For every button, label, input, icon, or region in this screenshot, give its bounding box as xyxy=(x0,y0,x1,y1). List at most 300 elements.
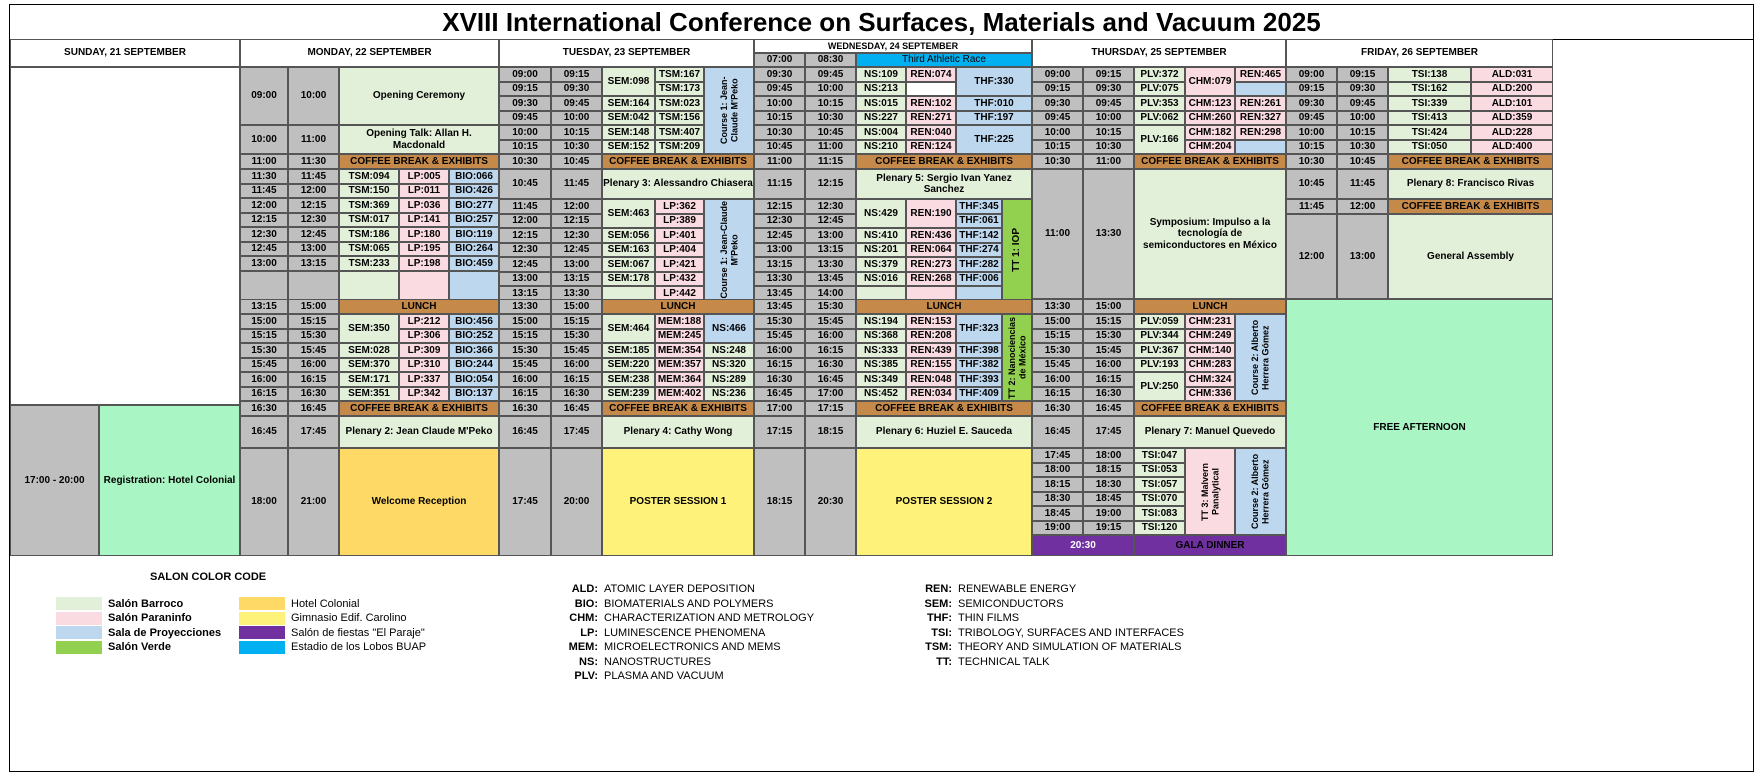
talk-slot xyxy=(956,111,1032,126)
talk-slot xyxy=(856,199,906,228)
talk-slot xyxy=(856,82,906,97)
talk-slot-text: TSM:150 xyxy=(348,185,390,196)
time-start-text: 10:45 xyxy=(1298,178,1325,190)
talk-slot-text: PLV:250 xyxy=(1140,380,1179,392)
time-start-text: 17:00 xyxy=(766,402,793,414)
time-end-text: 17:00 xyxy=(817,388,844,399)
time-start-text: 09:15 xyxy=(1044,83,1071,94)
time-end xyxy=(288,184,339,199)
abbreviation-item xyxy=(542,583,755,595)
talk-slot-text: LP:389 xyxy=(663,215,696,226)
time-start-text: 15:30 xyxy=(251,344,277,356)
time-end-text: 13:15 xyxy=(300,257,327,269)
time-end xyxy=(551,257,602,272)
time-end xyxy=(551,299,602,314)
talk-slot-text: TSI:083 xyxy=(1141,507,1178,519)
time-end xyxy=(288,213,339,228)
salon-legend-item xyxy=(239,641,426,654)
talk-slot-text: TSM:023 xyxy=(658,97,701,109)
talk-slot-text: SEM:463 xyxy=(607,207,650,219)
time-start xyxy=(1032,343,1083,358)
plenary-8-text: Plenary 8: Francisco Rivas xyxy=(1406,178,1535,190)
time-end xyxy=(288,125,339,154)
time-start xyxy=(754,111,805,126)
time-end-text: 15:00 xyxy=(563,300,590,312)
abbreviation-code: TT: xyxy=(936,655,952,668)
time-end-text: 12:30 xyxy=(817,200,844,212)
talk-slot-text: TSI:053 xyxy=(1141,464,1178,475)
time-end xyxy=(1083,140,1134,155)
time-end xyxy=(551,199,602,214)
time-start xyxy=(499,387,551,402)
talk-slot-text: BIO:054 xyxy=(455,373,493,385)
talk-slot-text: LP:141 xyxy=(407,214,441,225)
talk-slot-empty xyxy=(1235,82,1286,97)
time-start xyxy=(499,329,551,344)
time-start xyxy=(499,228,551,243)
talk-slot xyxy=(399,213,449,228)
time-end xyxy=(288,154,339,169)
technical-talk-2 xyxy=(1002,314,1032,401)
time-start-text: 16:30 xyxy=(251,402,277,414)
talk-slot xyxy=(602,358,655,373)
time-start xyxy=(754,448,805,556)
talk-slot-text: THF:010 xyxy=(974,97,1014,109)
talk-slot-text: BIO:366 xyxy=(455,344,493,356)
talk-slot-text: SEM:185 xyxy=(607,344,650,356)
talk-slot xyxy=(399,184,449,199)
abbreviation-item xyxy=(542,598,774,610)
talk-slot-text: LP:309 xyxy=(407,344,441,356)
talk-slot-text: REN:465 xyxy=(1239,68,1282,80)
time-start-text: 09:30 xyxy=(766,68,793,80)
time-start xyxy=(240,227,288,242)
talk-slot xyxy=(1471,82,1553,97)
talk-slot xyxy=(1185,372,1235,387)
time-end-text: 09:45 xyxy=(1349,97,1376,109)
time-start xyxy=(1286,125,1337,140)
time-end-text: 16:15 xyxy=(300,373,327,385)
talk-slot xyxy=(399,372,449,387)
time-start xyxy=(499,358,551,373)
talk-slot-text: LP:212 xyxy=(407,315,441,327)
abbreviation-meaning: MICROELECTRONICS AND MEMS xyxy=(604,641,781,653)
time-end xyxy=(1083,67,1134,82)
talk-slot-text: BIO:252 xyxy=(455,330,493,341)
talk-slot-text: REN:268 xyxy=(910,273,952,284)
talk-slot xyxy=(449,329,499,344)
gala-time xyxy=(1032,535,1134,556)
abbreviation-meaning: SEMICONDUCTORS xyxy=(958,597,1064,610)
talk-slot xyxy=(602,140,655,155)
time-start xyxy=(499,67,551,82)
abbreviation-meaning: TECHNICAL TALK xyxy=(958,655,1050,668)
time-start-text: 09:00 xyxy=(512,68,538,80)
talk-slot xyxy=(956,257,1002,272)
time-start xyxy=(240,67,288,125)
talk-slot xyxy=(906,372,956,387)
talk-slot-text: BIO:459 xyxy=(455,257,493,269)
lunch xyxy=(602,299,754,314)
time-end-text: 16:00 xyxy=(817,330,844,341)
time-start-text: 10:30 xyxy=(1298,155,1325,167)
time-start-text: 16:30 xyxy=(1044,402,1071,414)
plenary-8 xyxy=(1388,169,1553,199)
time-end xyxy=(805,299,856,314)
time-start xyxy=(240,416,288,448)
talk-slot xyxy=(339,169,399,184)
talk-slot-text: TSM:369 xyxy=(348,199,390,211)
talk-slot-text: LP:442 xyxy=(663,287,696,299)
talk-slot xyxy=(1185,387,1235,402)
time-end-text: 09:30 xyxy=(563,83,590,94)
coffee-break xyxy=(339,154,499,169)
time-end-text: 20:00 xyxy=(563,496,590,508)
time-start-text: 12:15 xyxy=(512,229,538,241)
talk-slot xyxy=(856,140,906,155)
coffee-break xyxy=(856,154,1032,169)
salon-legend-item xyxy=(56,641,171,654)
time-end-text: 14:00 xyxy=(817,287,844,299)
time-start xyxy=(240,299,288,314)
talk-slot xyxy=(602,111,655,126)
time-end xyxy=(288,256,339,271)
time-start xyxy=(754,329,805,344)
talk-slot-text: SEM:370 xyxy=(348,359,390,370)
time-start xyxy=(754,314,805,329)
time-start xyxy=(499,154,551,169)
time-start-text: 09:45 xyxy=(1044,112,1071,123)
talk-slot-text: NS:320 xyxy=(712,359,746,370)
opening-ceremony-text: Opening Ceremony xyxy=(372,90,466,102)
time-start xyxy=(1032,372,1083,387)
talk-slot xyxy=(1134,372,1185,401)
poster-session-1-text: POSTER SESSION 1 xyxy=(629,496,727,508)
free-afternoon-text: FREE AFTERNOON xyxy=(1373,421,1466,433)
talk-slot-text: THF:330 xyxy=(974,75,1014,87)
time-start-text: 11:45 xyxy=(1298,200,1325,212)
athletic-race xyxy=(856,53,1032,67)
talk-slot xyxy=(1134,82,1185,97)
time-start-text: 18:00 xyxy=(1044,464,1071,475)
abbreviation-meaning: LUMINESCENCE PHENOMENA xyxy=(604,626,766,639)
talk-slot xyxy=(602,314,655,343)
talk-slot-text: REN:102 xyxy=(910,97,952,109)
day-header-monday-text: MONDAY, 22 SEPTEMBER xyxy=(307,47,432,59)
talk-slot xyxy=(956,343,1002,358)
time-end xyxy=(805,329,856,344)
salon-legend-item xyxy=(56,626,221,639)
time-start xyxy=(240,358,288,373)
time-start xyxy=(754,257,805,272)
time-start xyxy=(240,448,288,556)
time-start xyxy=(240,242,288,257)
time-start-text: 17:45 xyxy=(1044,449,1071,461)
time-start xyxy=(754,96,805,111)
symposium xyxy=(1134,169,1286,299)
time-start-text: 16:00 xyxy=(766,344,793,356)
time-end xyxy=(288,242,339,257)
time-start xyxy=(240,154,288,169)
time-end xyxy=(1083,314,1134,329)
talk-slot xyxy=(1388,82,1471,97)
time-end-text: 15:30 xyxy=(1095,330,1122,341)
time-end xyxy=(805,96,856,111)
talk-slot-text: NS:236 xyxy=(712,388,746,399)
time-start xyxy=(499,125,551,140)
lunch xyxy=(1134,299,1286,314)
talk-slot xyxy=(449,213,499,228)
time-start-text: 11:15 xyxy=(766,178,793,190)
technical-talk-1 xyxy=(1002,199,1032,301)
time-end-text: 13:00 xyxy=(300,243,327,254)
plenary-3 xyxy=(602,169,754,199)
talk-slot xyxy=(339,227,399,242)
time-start xyxy=(754,272,805,287)
time-start-text: 12:45 xyxy=(512,258,538,270)
talk-slot xyxy=(602,243,655,258)
time-end-text: 17:15 xyxy=(817,402,844,414)
time-start xyxy=(499,416,551,448)
talk-slot-text: REN:034 xyxy=(910,388,952,399)
time-start-text: 16:30 xyxy=(512,402,538,414)
day-header-friday xyxy=(1286,39,1553,67)
talk-slot-text: MEM:188 xyxy=(657,315,702,327)
time-end-text: 10:15 xyxy=(563,126,590,138)
time-end-text: 12:15 xyxy=(300,199,327,211)
time-end xyxy=(805,272,856,287)
talk-slot-text: TSM:065 xyxy=(348,243,390,254)
talk-slot-text: TSM:407 xyxy=(658,126,701,138)
talk-slot xyxy=(1134,506,1185,521)
talk-slot xyxy=(956,67,1032,96)
time-start-text: 16:45 xyxy=(1044,426,1071,438)
time-end xyxy=(805,214,856,229)
day-header-tuesday xyxy=(499,39,754,67)
day-header-wednesday-text: WEDNESDAY, 24 SEPTEMBER xyxy=(827,40,959,51)
time-end-text: 10:30 xyxy=(563,141,590,152)
talk-slot-text: CHM:324 xyxy=(1188,373,1232,385)
plenary-6 xyxy=(856,416,1032,448)
time-start xyxy=(240,343,288,358)
talk-slot-text: TSI:339 xyxy=(1411,97,1448,109)
talk-slot xyxy=(1134,358,1185,373)
talk-slot xyxy=(704,314,754,343)
time-end xyxy=(288,227,339,242)
time-end-text: 15:30 xyxy=(817,300,844,312)
talk-slot xyxy=(956,125,1032,154)
time-end xyxy=(288,343,339,358)
time-end xyxy=(805,448,856,556)
coffee-break-text: COFFEE BREAK & EXHIBITS xyxy=(609,402,747,414)
course-1 xyxy=(704,67,754,154)
talk-slot-text: PLV:166 xyxy=(1140,133,1179,145)
talk-slot-text: MEM:245 xyxy=(657,330,702,341)
talk-slot-text: CHM:249 xyxy=(1188,330,1232,341)
time-start-text: 09:30 xyxy=(1044,97,1071,109)
time-start xyxy=(240,184,288,199)
time-end-text: 17:45 xyxy=(1095,426,1122,438)
talk-slot-text: TSI:057 xyxy=(1141,478,1178,490)
time-start-text: 10:00 xyxy=(512,126,538,138)
salon-legend-item xyxy=(56,612,192,625)
talk-slot xyxy=(856,358,906,373)
talk-slot-text: BIO:244 xyxy=(455,359,493,370)
time-start-text: 13:00 xyxy=(766,244,793,255)
talk-slot-text: NS:227 xyxy=(864,112,898,123)
poster-session-1 xyxy=(602,448,754,556)
coffee-break xyxy=(602,401,754,416)
time-start xyxy=(499,272,551,287)
schedule-page xyxy=(9,4,1754,772)
time-start-text: 13:15 xyxy=(251,300,277,312)
talk-slot-text: REN:439 xyxy=(910,344,952,356)
time-start-text: 09:45 xyxy=(512,112,538,123)
talk-slot xyxy=(1134,67,1185,82)
talk-slot-text: LP:198 xyxy=(407,257,441,269)
time-start-text: 19:00 xyxy=(1044,522,1071,533)
time-start-text: 09:00 xyxy=(1298,68,1325,80)
time-start xyxy=(1032,401,1083,416)
abbreviation-meaning: ATOMIC LAYER DEPOSITION xyxy=(604,583,755,595)
time-end xyxy=(288,314,339,329)
talk-slot xyxy=(856,96,906,111)
time-end xyxy=(1083,299,1134,314)
talk-slot xyxy=(906,82,956,97)
talk-slot xyxy=(1471,96,1553,111)
time-start-text: 09:15 xyxy=(1298,83,1325,94)
abbreviation-code: NS: xyxy=(579,655,598,668)
time-end xyxy=(1083,463,1134,478)
time-end xyxy=(1083,506,1134,521)
talk-slot-text: REN:124 xyxy=(910,141,952,152)
talk-slot-text: TSM:233 xyxy=(348,257,390,269)
talk-slot xyxy=(602,272,655,287)
talk-slot-text: ALD:200 xyxy=(1491,83,1533,94)
time-end xyxy=(1083,82,1134,97)
talk-slot xyxy=(602,199,655,228)
time-start xyxy=(754,299,805,314)
talk-slot xyxy=(704,343,754,358)
plenary-5-text: Plenary 5: Sergio Ivan Yanez Sanchez xyxy=(876,172,1012,195)
time-start-text: 10:15 xyxy=(512,141,538,152)
coffee-break xyxy=(856,401,1032,416)
time-start-text: 18:00 xyxy=(251,496,277,508)
talk-slot-empty xyxy=(339,271,399,300)
abbreviation-item xyxy=(896,598,1064,610)
time-end xyxy=(1083,96,1134,111)
talk-slot xyxy=(449,184,499,199)
time-end xyxy=(1083,358,1134,373)
time-start-text: 16:15 xyxy=(1044,388,1071,399)
free-afternoon xyxy=(1286,299,1553,556)
time-start-text: 16:45 xyxy=(251,426,277,438)
opening-talk-text: Opening Talk: Allan H. Macdonald xyxy=(366,128,472,151)
talk-slot xyxy=(956,228,1002,243)
time-end-text: 16:30 xyxy=(300,388,327,399)
talk-slot-text: LP:432 xyxy=(663,273,696,284)
salon-legend-item xyxy=(239,612,407,625)
time-end-text: 12:45 xyxy=(817,215,844,226)
talk-slot xyxy=(655,272,704,287)
talk-slot xyxy=(856,111,906,126)
gala-dinner xyxy=(1134,535,1286,556)
coffee-break xyxy=(1134,154,1286,169)
talk-slot-text: SEM:220 xyxy=(607,359,650,370)
talk-slot xyxy=(956,314,1002,343)
time-end-text: 18:00 xyxy=(1095,449,1122,461)
time-start-text: 12:00 xyxy=(1298,250,1325,262)
time-end xyxy=(551,314,602,329)
talk-slot-empty xyxy=(1235,140,1286,155)
talk-slot-text: LP:421 xyxy=(663,258,696,270)
talk-slot-text: SEM:098 xyxy=(607,75,650,87)
time-start-text: 12:30 xyxy=(766,215,793,226)
time-start xyxy=(1286,169,1337,199)
poster-session-2-text: POSTER SESSION 2 xyxy=(895,496,993,508)
time-end xyxy=(1083,372,1134,387)
time-end xyxy=(551,228,602,243)
talk-slot-text: ALD:031 xyxy=(1491,68,1533,80)
time-start xyxy=(1286,96,1337,111)
time-end xyxy=(1337,96,1388,111)
talk-slot-text: BIO:119 xyxy=(455,228,493,240)
time-start-text: 09:45 xyxy=(1298,112,1325,123)
talk-slot-text: THF:282 xyxy=(959,258,999,270)
talk-slot-text: REN:190 xyxy=(910,207,952,219)
time-start xyxy=(499,82,551,97)
technical-talk-2-text: TT 2: Nanociencias de México xyxy=(1006,316,1027,399)
time-start xyxy=(1032,82,1083,97)
time-start xyxy=(1286,140,1337,155)
lunch-text: LUNCH xyxy=(660,300,696,312)
time-start xyxy=(754,372,805,387)
time-start xyxy=(1286,111,1337,126)
time-end xyxy=(288,372,339,387)
time-start-text: 12:45 xyxy=(251,243,277,254)
talk-slot-text: SEM:042 xyxy=(607,112,650,123)
salon-name: Estadio de los Lobos BUAP xyxy=(291,641,427,653)
time-start xyxy=(1032,416,1083,448)
talk-slot xyxy=(1134,96,1185,111)
time-end-text: 15:45 xyxy=(300,344,327,356)
talk-slot-text: SEM:163 xyxy=(607,244,650,255)
talk-slot xyxy=(602,228,655,243)
time-start-text: 09:30 xyxy=(512,97,538,109)
talk-slot xyxy=(1471,140,1553,155)
time-end-text: 11:30 xyxy=(300,155,327,167)
time-end-text: 15:45 xyxy=(563,344,590,356)
abbreviation-meaning: THIN FILMS xyxy=(958,612,1020,624)
day-header-thursday xyxy=(1032,39,1286,67)
time-end xyxy=(551,67,602,82)
time-end xyxy=(288,387,339,402)
time-start xyxy=(754,154,805,169)
talk-slot xyxy=(655,257,704,272)
talk-slot-text: LP:401 xyxy=(663,229,696,241)
plenary-6-text: Plenary 6: Huziel E. Sauceda xyxy=(875,426,1013,438)
sunday-empty xyxy=(10,67,240,405)
time-start xyxy=(754,416,805,448)
talk-slot xyxy=(1185,314,1235,329)
salon-name: Salón Barroco xyxy=(108,597,184,610)
talk-slot xyxy=(956,96,1032,111)
time-start xyxy=(499,199,551,214)
coffee-break-text: COFFEE BREAK & EXHIBITS xyxy=(609,155,747,167)
technical-talk-3-text: TT 3: Malvern Panalytical xyxy=(1199,462,1220,521)
talk-slot-text: NS:466 xyxy=(712,322,746,334)
talk-slot-text: REN:273 xyxy=(910,258,952,270)
